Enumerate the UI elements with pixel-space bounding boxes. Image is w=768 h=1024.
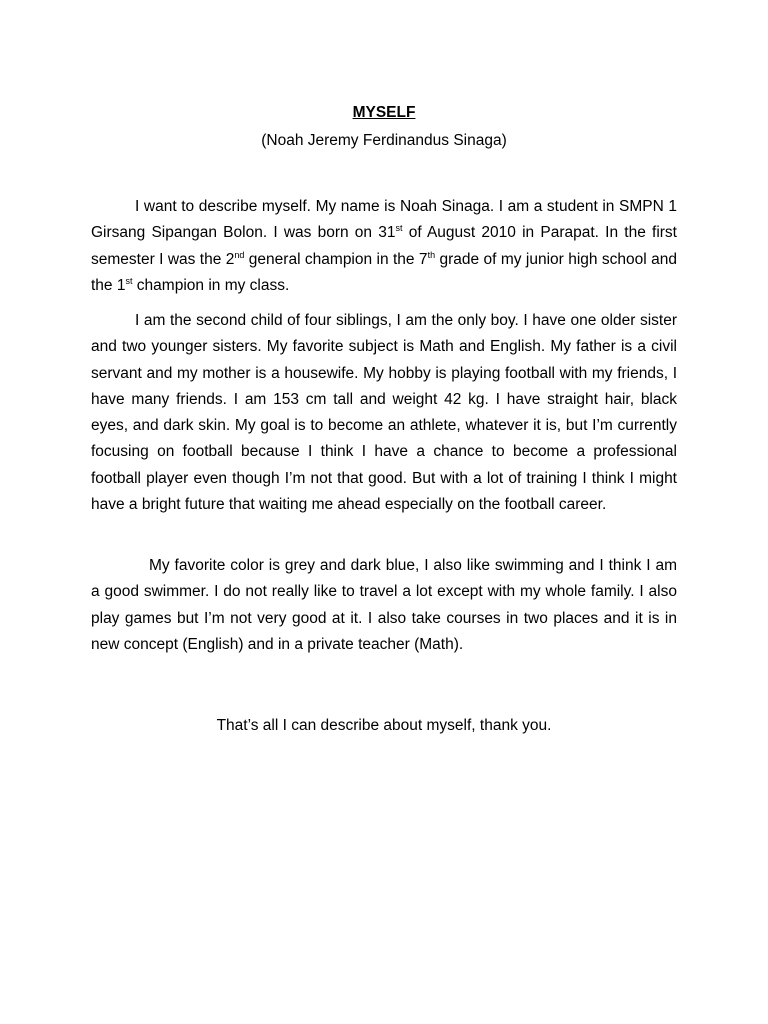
paragraph-hobbies: My favorite color is grey and dark blue, I also like swimming and I think I am a good swimmer. I do not really like to travel a lot except with my whole family. I also play games but I’m not very good at it. I also take courses in two places and it is in new concept (English) and in a private teacher (Math). (91, 557, 677, 653)
paragraph-text: I want to describe myself. My name is Noah Sinaga. I am a student in SMPN 1 Girsang Sipangan Bolon. I was born on 31 (91, 198, 677, 242)
ordinal-suffix: nd (234, 249, 245, 260)
paragraph-introduction (91, 194, 677, 299)
paragraph-family-and-goals: I am the second child of four siblings, I am the only boy. I have one older sister and two younger sisters. My favorite subject is Math and English. My father is a civil servant and my mother is a housewife. My hobby is playing football with my friends, I have many friends. I am 153 cm tall and weight 42 kg. I have straight hair, black eyes, and dark skin. My goal is to become an athlete, whatever it is, but I’m currently focusing on football because I think I have a chance to become a professional football player even though I’m not that good. But with a lot of training I think I might have a bright future that waiting me ahead especially on the football career. (91, 312, 677, 514)
document-title: MYSELF (352, 104, 416, 121)
ordinal-suffix: th (427, 249, 436, 260)
paragraph-text: of August 2010 in Parapat. In the first semester I was the 2 (91, 224, 677, 268)
paragraph-text: general champion in the 7 (244, 250, 428, 268)
paragraph-text: grade of my junior high school and the 1 (91, 250, 677, 294)
author-name: (Noah Jeremy Ferdinandus Sinaga) (261, 132, 507, 149)
ordinal-suffix: st (395, 223, 403, 234)
paragraph-text: champion in my class. (132, 276, 290, 294)
closing-line: That’s all I can describe about myself, thank you. (216, 717, 552, 734)
ordinal-suffix: st (125, 275, 133, 286)
